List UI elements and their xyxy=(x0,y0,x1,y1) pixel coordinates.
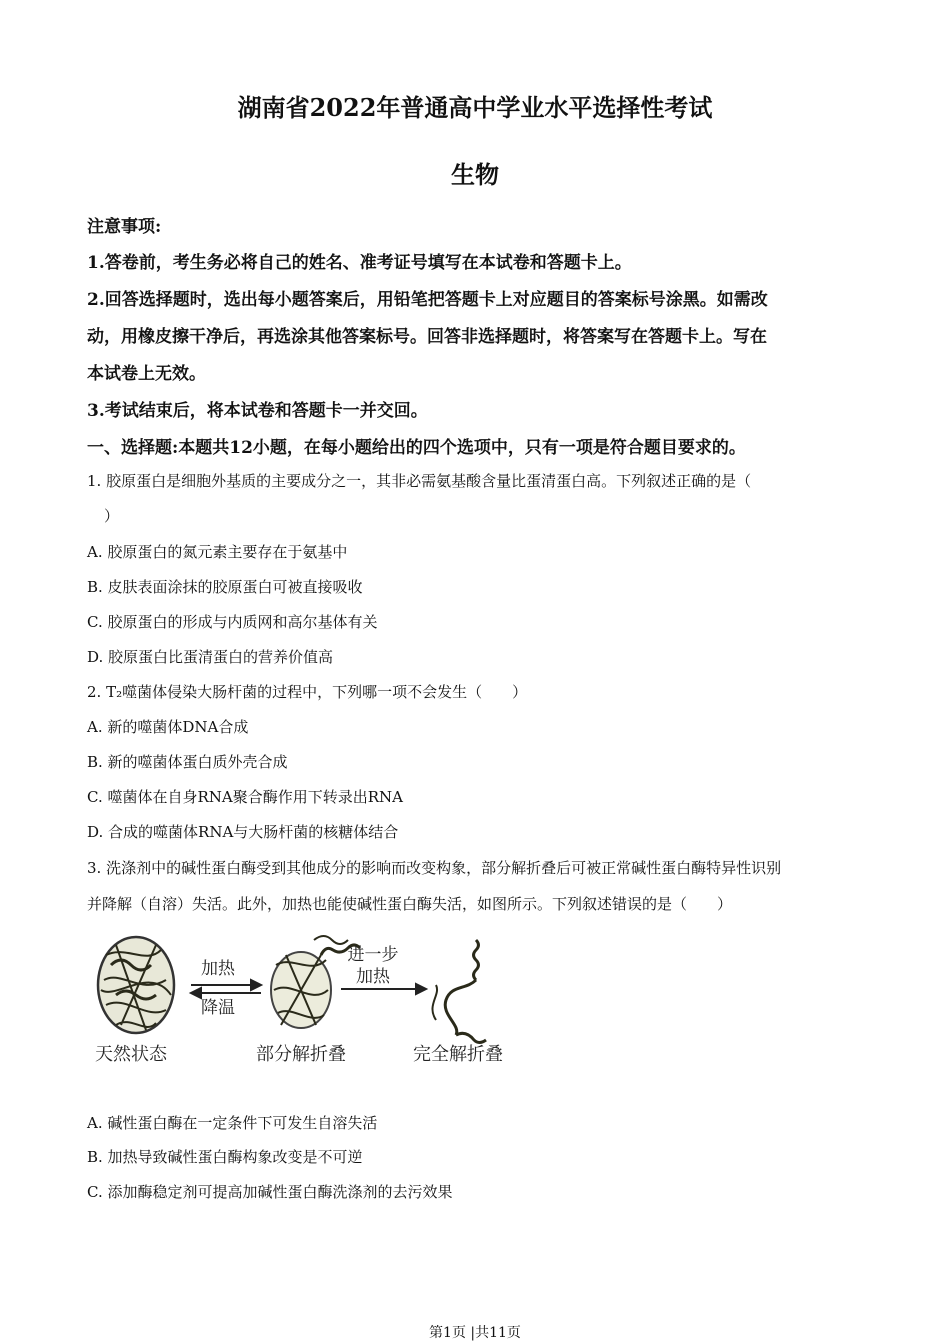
arrow2-top-label-line-1: 进一步 xyxy=(347,945,399,965)
q1-stem-line-2: ） xyxy=(104,507,120,525)
fully-unfolded-protein-image xyxy=(432,940,486,1043)
page-footer: 第1页 |共11页 xyxy=(429,1325,521,1341)
q1-option-d: D. 胶原蛋白比蛋清蛋白的营养价值高 xyxy=(87,648,334,666)
exam-subject: 生物 xyxy=(451,160,499,189)
native-state-protein-image xyxy=(98,937,174,1033)
partial-unfold-label: 部分解折叠 xyxy=(256,1044,346,1065)
notice-item-2-line-2: 动，用橡皮擦干净后，再选涂其他答案标号。回答非选择题时，将答案写在答题卡上。写在 xyxy=(87,327,767,347)
notice-item-2-line-1: 2.回答选择题时，选出每小题答案后，用铅笔把答题卡上对应题目的答案标号涂黑。如需改 xyxy=(87,290,768,310)
section-heading: 一、选择题:本题共12小题，在每小题给出的四个选项中，只有一项是符合题目要求的。 xyxy=(87,438,746,458)
protein-unfolding-figure xyxy=(86,925,516,1075)
notice-heading: 注意事项: xyxy=(87,217,162,237)
q3-option-c: C. 添加酶稳定剂可提高加碱性蛋白酶洗涤剂的去污效果 xyxy=(87,1183,453,1201)
arrow1-bottom-label: 降温 xyxy=(201,998,235,1018)
exam-title: 湖南省2022年普通高中学业水平选择性考试 xyxy=(237,93,713,122)
q3-stem-line-2: 并降解（自溶）失活。此外，加热也能使碱性蛋白酶失活，如图所示。下列叙述错误的是（ ） xyxy=(87,895,733,913)
q2-stem: 2. T₂噬菌体侵染大肠杆菌的过程中，下列哪一项不会发生（ ） xyxy=(87,683,528,701)
q1-stem-line-1: 1. 胶原蛋白是细胞外基质的主要成分之一，其非必需氨基酸含量比蛋清蛋白高。下列叙述正确的是（ xyxy=(87,472,752,490)
q3-option-b: B. 加热导致碱性蛋白酶构象改变是不可逆 xyxy=(87,1148,363,1166)
notice-item-1: 1.答卷前，考生务必将自己的姓名、准考证号填写在本试卷和答题卡上。 xyxy=(87,253,632,273)
notice-item-2-line-3: 本试卷上无效。 xyxy=(87,364,206,384)
reversible-arrows-icon xyxy=(191,980,261,998)
q2-option-d: D. 合成的噬菌体RNA与大肠杆菌的核糖体结合 xyxy=(87,823,399,841)
q3-stem-line-1: 3. 洗涤剂中的碱性蛋白酶受到其他成分的影响而改变构象，部分解折叠后可被正常碱性蛋白酶特异性识别 xyxy=(87,859,782,877)
arrow1-top-label: 加热 xyxy=(201,959,235,979)
q2-option-a: A. 新的噬菌体DNA合成 xyxy=(87,718,249,736)
q1-option-b: B. 皮肤表面涂抹的胶原蛋白可被直接吸收 xyxy=(87,578,363,596)
arrow2-top-label-line-2: 加热 xyxy=(356,967,390,987)
full-unfold-label: 完全解折叠 xyxy=(413,1044,503,1065)
notice-item-3: 3.考试结束后，将本试卷和答题卡一并交回。 xyxy=(87,401,428,421)
q1-option-a: A. 胶原蛋白的氮元素主要存在于氨基中 xyxy=(87,543,348,561)
q2-option-b: B. 新的噬菌体蛋白质外壳合成 xyxy=(87,753,288,771)
q2-option-c: C. 噬菌体在自身RNA聚合酶作用下转录出RNA xyxy=(87,788,403,806)
q3-option-a: A. 碱性蛋白酶在一定条件下可发生自溶失活 xyxy=(87,1114,378,1132)
q1-option-c: C. 胶原蛋白的形成与内质网和高尔基体有关 xyxy=(87,613,378,631)
native-state-label: 天然状态 xyxy=(95,1044,167,1065)
